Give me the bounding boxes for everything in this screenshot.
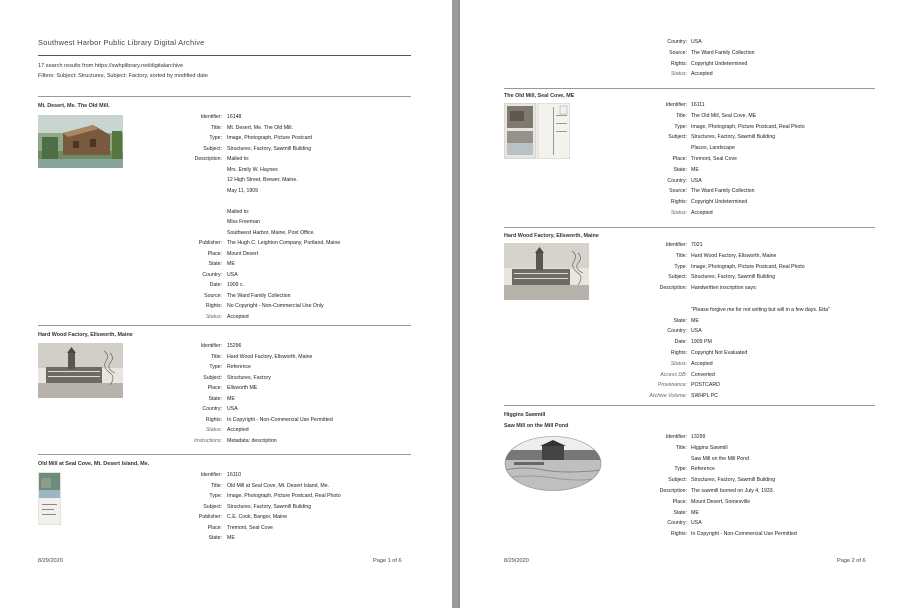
field-value: USA (227, 271, 238, 278)
record-thumbnail-old-mill[interactable] (38, 115, 123, 168)
field-label: Rights: (670, 531, 687, 538)
field-value: USA (691, 520, 702, 527)
field-value: 1909 c. (227, 282, 245, 288)
record-separator (38, 454, 411, 455)
field-value: C.E. Cook, Bangor, Maine (227, 514, 287, 520)
field-value: Places, Landscape (691, 145, 735, 152)
field-value: ME (691, 166, 699, 173)
field-label: Type: (674, 466, 687, 473)
field-label: Instructions: (194, 437, 222, 444)
field-value: Mailed to: (227, 156, 250, 162)
field-value: May 11, 1909 (227, 187, 259, 194)
record-thumbnail-higgins-sawmill[interactable] (504, 436, 602, 491)
field-value: Structures, Factory, Sawmill Building (227, 145, 312, 152)
field-label: Type: (674, 263, 687, 270)
field-label: Description: (659, 488, 687, 494)
field-value: Mailed to: (227, 208, 250, 215)
field-label: Rights: (205, 303, 222, 309)
field-label: Country: (667, 520, 687, 527)
field-value: Mt. Desert, Me. The Old Mill. (227, 124, 293, 131)
field-value: In Copyright - Non-Commercial Use Permitted (227, 416, 333, 423)
record-thumbnail-factory[interactable] (504, 243, 589, 300)
field-value: ME (691, 317, 699, 324)
footer-page-number: Page 1 of 6 (373, 558, 402, 564)
field-value: SWHPL PC (691, 393, 718, 400)
field-value: 13299 (691, 434, 706, 440)
field-label: State: (208, 261, 222, 267)
field-label: Subject: (203, 503, 222, 510)
record-subtitle: Saw Mill on the Mill Pond (504, 423, 569, 429)
field-value: No Copyright - Non-Commercial Use Only (227, 303, 324, 309)
field-value: Handwritten inscription says: (691, 285, 758, 292)
field-value: POSTCARD (691, 382, 720, 389)
field-value: Accepted (691, 71, 713, 78)
field-label: Status: (670, 360, 687, 367)
field-value: 12 High Street, Brewer, Maine. (227, 177, 298, 183)
field-label: Title: (210, 124, 222, 131)
field-label: Place: (207, 250, 222, 257)
field-label: Type: (674, 123, 687, 130)
field-label: Archive Volume: (649, 393, 687, 400)
field-label: Rights: (670, 60, 687, 67)
field-label: Source: (669, 49, 687, 56)
field-value: Accepted (227, 313, 249, 320)
field-value: Miss Freeman (227, 219, 260, 225)
field-value: USA (691, 328, 702, 335)
field-value: The Hugh C. Leighton Company, Portland, Maine (227, 240, 341, 246)
field-label: Rights: (670, 199, 687, 206)
field-label: Title: (675, 444, 687, 451)
field-label: State: (208, 395, 222, 402)
field-value: Mount Desert (227, 250, 259, 257)
page-gutter (452, 0, 460, 608)
field-value: The Old Mill, Seal Cove, ME (691, 112, 757, 119)
page-title: Southwest Harbor Public Library Digital Archive (38, 38, 205, 47)
field-label: Country: (667, 177, 687, 184)
field-value: 15296 (227, 343, 242, 349)
field-label: Provenance: (657, 382, 687, 389)
field-label: Rights: (205, 416, 222, 423)
field-value: USA (691, 39, 702, 45)
field-value: Metadata: description (227, 437, 277, 444)
record-separator (504, 405, 875, 406)
field-value: Hard Wood Factory, Ellsworth, Maine (691, 252, 777, 259)
field-label: Country: (667, 328, 687, 335)
field-value: Tremont, Seal Cove (227, 524, 273, 531)
field-value: ME (227, 261, 235, 267)
field-value: 16110 (227, 472, 242, 478)
field-value: Reference (227, 364, 251, 370)
field-value: Old Mill at Seal Cove, Mt. Desert Island, Me. (227, 482, 330, 489)
field-label: Type: (209, 135, 222, 141)
field-value: Image, Photograph, Picture Postcard, Real Photo (691, 123, 805, 130)
record-title[interactable]: The Old Mill, Seal Cove, ME (504, 93, 575, 99)
field-label: State: (673, 509, 687, 516)
field-value: USA (691, 177, 702, 184)
field-value: Reference (691, 466, 715, 473)
field-label: Title: (675, 112, 687, 119)
field-label: Title: (210, 482, 222, 489)
field-value: Tremont, Seal Cove (691, 156, 737, 162)
field-value: The sawmill burned on July 4, 1933. (691, 488, 775, 494)
field-label: Identifier: (665, 242, 687, 248)
field-value: Converted (691, 371, 715, 378)
field-label: Subject: (668, 477, 687, 484)
field-value: Mount Desert, Somesville (691, 498, 751, 505)
field-label: Source: (669, 188, 687, 195)
field-value: Structures, Factory, Sawmill Building (691, 134, 776, 141)
footer-date: 8/29/2020 (504, 558, 529, 564)
record-title[interactable]: Higgins Sawmill (504, 412, 546, 418)
document-page-1 (0, 0, 452, 608)
field-value: Image, Photograph, Picture Postcard (227, 135, 313, 141)
record-title[interactable]: Hard Wood Factory, Ellsworth, Maine (504, 233, 599, 239)
field-value: USA (227, 406, 238, 412)
field-label: Subject: (203, 374, 222, 381)
field-label: Place: (207, 524, 222, 531)
field-label: Type: (209, 493, 222, 499)
filters-summary: Filters: Subject: Structures, Subject: Factory, sorted by modified date (38, 73, 208, 79)
field-value: Southwest Harbor, Maine, Post Office. (227, 229, 315, 236)
field-label: Identifier: (665, 434, 687, 440)
field-label: Subject: (668, 274, 687, 281)
field-label: Access DB: (660, 371, 687, 378)
field-label: Status: (670, 71, 687, 78)
footer-page-number: Page 2 of 6 (837, 558, 866, 564)
document-page-2 (460, 0, 906, 608)
field-label: Place: (672, 156, 687, 162)
record-separator (38, 325, 411, 326)
record-thumbnail-factory[interactable] (38, 343, 123, 398)
field-label: Subject: (668, 134, 687, 141)
field-label: Date: (674, 339, 687, 346)
field-value: In Copyright - Non-Commercial Use Permitted (691, 531, 797, 538)
field-value: Higgins Sawmill (691, 444, 728, 451)
field-label: Status: (205, 313, 222, 320)
field-label: Identifier: (200, 472, 222, 478)
field-label: Description: (194, 156, 222, 162)
field-value: The Ward Family Collection (691, 188, 755, 195)
field-label: Country: (202, 271, 222, 278)
field-value: 16111 (691, 102, 705, 108)
field-value: Structures, Factory, Sawmill Building (691, 274, 776, 281)
field-value: Image, Photograph, Picture Postcard, Real Photo (227, 493, 341, 499)
record-thumbnail-old-mill-seal-cove[interactable] (504, 103, 570, 159)
field-value: 1909 PM (691, 339, 712, 346)
field-value: Ellsworth ME (227, 385, 258, 391)
field-value: Image, Photograph, Picture Postcard, Real Photo (691, 263, 805, 270)
field-label: Subject: (203, 145, 222, 152)
field-value: Saw Mill on the Mill Pond (691, 455, 749, 462)
field-label: Title: (210, 353, 222, 360)
field-label: Source: (204, 292, 222, 299)
field-label: Title: (675, 252, 687, 259)
field-value: "Please forgive me for not writing but will in a few days. Etta" (691, 306, 830, 313)
field-label: Country: (667, 39, 687, 45)
field-value: Accepted (691, 360, 713, 367)
field-label: Status: (205, 427, 222, 433)
field-value: ME (227, 395, 235, 402)
field-label: Country: (202, 406, 222, 412)
field-value: ME (227, 535, 235, 541)
field-value: The Ward Family Collection (227, 292, 291, 299)
field-value: Structures, Factory (227, 374, 271, 381)
field-value: Copyright Not Evaluated (691, 350, 748, 356)
record-thumbnail-seal-cove[interactable] (38, 472, 61, 525)
results-summary: 17 search results from https://swhplibrary.net/digitalarchive (38, 63, 184, 69)
record-title[interactable]: Hard Wood Factory, Ellsworth, Maine (38, 332, 133, 338)
field-label: Place: (207, 385, 222, 391)
field-label: Publisher: (198, 514, 222, 520)
field-label: Description: (659, 285, 687, 292)
field-value: ME (691, 509, 699, 516)
record-title[interactable]: Mt. Desert, Me. The Old Mill. (38, 103, 110, 109)
field-value: Copyright Undetermined (691, 199, 748, 206)
footer-date: 8/29/2020 (38, 558, 63, 564)
field-label: Date: (209, 282, 222, 288)
field-value: The Ward Family Collection (691, 49, 755, 56)
field-label: State: (208, 535, 222, 541)
record-separator (38, 96, 411, 97)
header-rule (38, 55, 411, 56)
field-value: Copyright Undetermined (691, 60, 748, 67)
record-separator (504, 88, 875, 89)
record-title[interactable]: Old Mill at Seal Cove, Mt. Desert Island, Me. (38, 461, 150, 467)
field-label: Type: (209, 364, 222, 370)
field-value: Hard Wood Factory, Ellsworth, Maine (227, 353, 313, 360)
field-value: Mrs. Emily W. Haynes (227, 166, 278, 173)
field-label: Status: (670, 210, 687, 216)
field-label: State: (673, 166, 687, 173)
field-value: 7021 (691, 242, 703, 248)
field-label: Publisher: (198, 240, 222, 246)
field-value: Accepted (227, 427, 249, 433)
field-label: Identifier: (200, 343, 222, 349)
field-label: Place: (672, 498, 687, 505)
field-label: Rights: (670, 350, 687, 356)
field-label: Identifier: (200, 114, 222, 120)
field-label: Identifier: (665, 102, 687, 108)
record-separator (504, 227, 875, 228)
field-value: 16148 (227, 114, 242, 120)
field-value: Structures, Factory, Sawmill Building (691, 477, 776, 484)
field-value: Accepted (691, 210, 713, 216)
field-value: Structures, Factory, Sawmill Building (227, 503, 312, 510)
field-label: State: (673, 317, 687, 324)
